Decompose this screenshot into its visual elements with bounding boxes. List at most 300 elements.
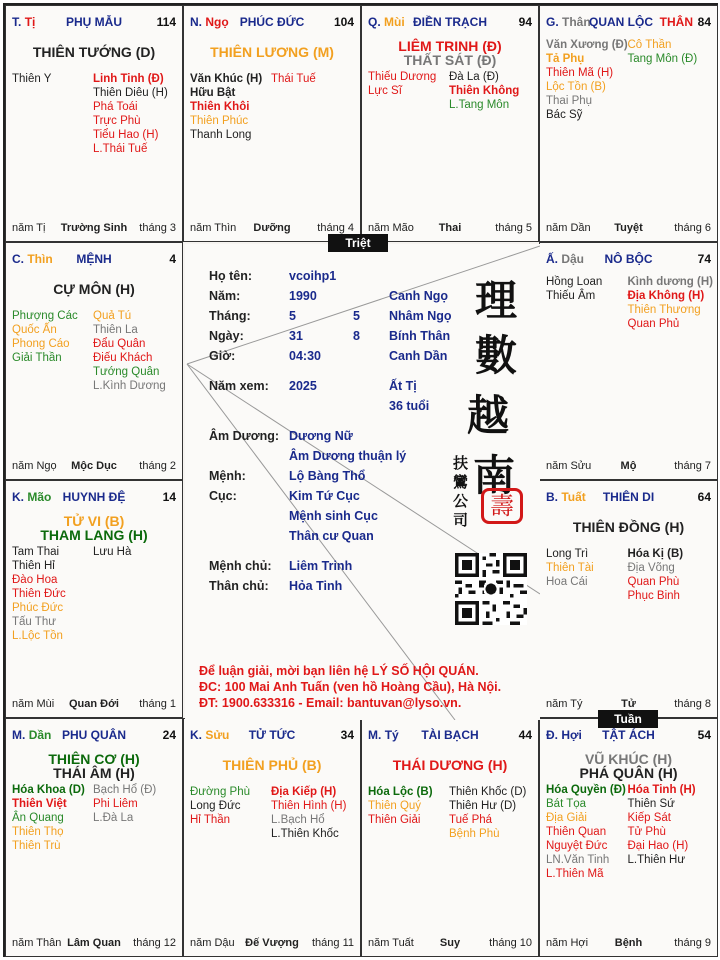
minor-star: Tấu Thư bbox=[12, 616, 56, 628]
footer-year: năm Sửu bbox=[546, 460, 592, 472]
palace-stem: C. bbox=[12, 252, 24, 266]
minor-star: Hóa Khoa (D) bbox=[12, 784, 85, 796]
star-column-left bbox=[546, 38, 628, 122]
palace-name: QUAN LỘC bbox=[589, 15, 653, 29]
palace-name: HUYNH ĐỆ bbox=[62, 490, 126, 504]
minor-star: Tử Phù bbox=[627, 826, 666, 838]
palace-stem: T. bbox=[12, 15, 22, 29]
palace-name: PHÚC ĐỨC bbox=[239, 15, 305, 29]
palace-footer bbox=[12, 460, 176, 474]
palace-stem: Đ. bbox=[546, 728, 558, 742]
palace-branch-name: Thìn bbox=[27, 252, 53, 266]
minor-star: Phi Liêm bbox=[93, 798, 138, 810]
amduong-value: Dương Nữ bbox=[289, 429, 353, 443]
palace-header bbox=[546, 15, 711, 31]
minor-star: Tướng Quân bbox=[93, 366, 160, 378]
minor-star: Văn Khúc (H) bbox=[190, 73, 263, 85]
hour-canchi: Canh Dần bbox=[389, 349, 448, 363]
palace-cell-dau[interactable] bbox=[539, 242, 718, 480]
star-column-left bbox=[12, 545, 66, 643]
minor-star: Lưu Hà bbox=[93, 546, 132, 558]
star-column-right bbox=[628, 783, 696, 867]
contact-phone-email[interactable]: ĐT: 1900.633316 - Email: bantuvan@lyso.vn. bbox=[199, 696, 462, 710]
minor-star: Thiên Hỉ bbox=[12, 560, 55, 572]
minor-star: Bệnh Phù bbox=[449, 828, 500, 840]
menh-label: Mệnh: bbox=[209, 469, 246, 483]
day-value: 31 bbox=[289, 329, 303, 343]
footer-stage: Mộ bbox=[620, 460, 637, 472]
palace-cell-mao[interactable] bbox=[5, 480, 183, 718]
minor-star: Đẩu Quân bbox=[93, 338, 146, 350]
palace-branch-name: Hợi bbox=[561, 728, 582, 742]
minor-star: Đà La (Đ) bbox=[449, 71, 499, 83]
minor-star: Thiên Đức bbox=[12, 588, 66, 600]
star-column-left bbox=[190, 72, 262, 142]
palace-cell-ty2[interactable] bbox=[361, 718, 539, 957]
logo-side-char: 公 bbox=[453, 492, 469, 510]
footer-stage: Trường Sinh bbox=[60, 222, 128, 234]
contact-line-1: Để luận giải, mời bạn liên hệ LÝ SỐ HỘI QUÁN. bbox=[199, 664, 479, 678]
palace-branch-name: Sửu bbox=[205, 728, 230, 742]
main-star: TỬ VI (B) bbox=[63, 513, 125, 529]
triet-marker: Triệt bbox=[328, 234, 388, 252]
minor-star: Thiên Quý bbox=[368, 800, 422, 812]
month-lunar: 5 bbox=[353, 309, 360, 323]
month-label: Tháng: bbox=[209, 309, 251, 323]
cuc-note-1: Mệnh sinh Cục bbox=[289, 509, 378, 523]
minor-star: L.Đà La bbox=[93, 812, 134, 824]
minor-star: Linh Tinh (Đ) bbox=[93, 73, 164, 85]
palace-branch-name: Dậu bbox=[561, 252, 585, 266]
center-info-panel bbox=[185, 244, 540, 720]
palace-footer bbox=[546, 222, 711, 236]
palace-cell-suu[interactable] bbox=[183, 718, 361, 957]
main-star: THÁI DƯƠNG (H) bbox=[392, 757, 508, 773]
minor-star: Kình dương (H) bbox=[627, 276, 713, 288]
palace-header bbox=[368, 728, 532, 744]
view-year-value: 2025 bbox=[289, 379, 317, 393]
palace-number: 34 bbox=[340, 728, 354, 742]
star-column-left bbox=[368, 70, 436, 98]
minor-star: Thiên Thọ bbox=[12, 826, 64, 838]
minor-star: L.Kình Dương bbox=[93, 380, 166, 392]
minor-star: Nguyệt Đức bbox=[546, 840, 608, 852]
main-star: THIÊN CƠ (H) bbox=[48, 751, 140, 767]
minor-star: Tuế Phá bbox=[449, 814, 493, 826]
menh-value: Lộ Bàng Thổ bbox=[289, 469, 366, 483]
footer-stage: Dưỡng bbox=[253, 222, 291, 234]
footer-stage: Lâm Quan bbox=[67, 937, 121, 949]
minor-star: Hữu Bật bbox=[190, 87, 236, 99]
minor-star: Ân Quang bbox=[12, 812, 64, 824]
footer-stage: Đế Vượng bbox=[245, 937, 299, 949]
minor-star: Phúc Đức bbox=[12, 602, 64, 614]
star-column-right bbox=[93, 545, 131, 559]
palace-name: THIÊN DI bbox=[602, 490, 655, 504]
year-value: 1990 bbox=[289, 289, 317, 303]
minor-star: Hoa Cái bbox=[546, 576, 588, 588]
minor-star: Thiên Hư (D) bbox=[449, 800, 517, 812]
palace-cell-mui[interactable] bbox=[361, 5, 539, 242]
main-star: PHÁ QUÂN (H) bbox=[579, 765, 678, 781]
footer-month: tháng 2 bbox=[139, 460, 176, 472]
star-column-left bbox=[368, 785, 433, 827]
than-marker: THÂN bbox=[659, 15, 693, 29]
minor-star: Phượng Các bbox=[12, 310, 78, 322]
minor-star: Trực Phù bbox=[93, 115, 141, 127]
tuan-marker: Tuần bbox=[598, 710, 658, 728]
palace-header bbox=[12, 490, 176, 506]
footer-month: tháng 10 bbox=[489, 937, 532, 949]
footer-month: tháng 8 bbox=[674, 698, 711, 710]
palace-branch-name: Mão bbox=[27, 490, 52, 504]
palace-cell-thin[interactable] bbox=[5, 242, 183, 480]
minor-star: Thiên Tài bbox=[546, 562, 594, 574]
main-star: THIÊN TƯỚNG (D) bbox=[32, 44, 156, 60]
minor-star: L.Thiên Mã bbox=[546, 868, 604, 880]
minor-star: Đại Hao (H) bbox=[627, 840, 689, 852]
palace-header bbox=[12, 252, 176, 268]
palace-number: 104 bbox=[333, 15, 354, 29]
logo-side-char: 扶 bbox=[453, 454, 469, 472]
palace-stem: N. bbox=[190, 15, 202, 29]
horoscope-board bbox=[3, 3, 718, 957]
main-star: THIÊN ĐỒNG (H) bbox=[572, 519, 685, 535]
palace-stem: G. bbox=[546, 15, 559, 29]
footer-year: năm Ngọ bbox=[12, 460, 57, 472]
minor-star: Thai Phụ bbox=[546, 95, 593, 107]
footer-month: tháng 12 bbox=[133, 937, 176, 949]
palace-footer bbox=[546, 937, 711, 951]
palace-name: NÔ BỘC bbox=[604, 252, 653, 266]
minor-star: Địa Võng bbox=[627, 562, 675, 574]
minor-star: Bạch Hổ (Đ) bbox=[93, 784, 157, 796]
minor-star: Phong Cáo bbox=[12, 338, 70, 350]
day-label: Ngày: bbox=[209, 329, 244, 343]
footer-year: năm Mùi bbox=[12, 698, 55, 710]
palace-footer bbox=[12, 698, 176, 712]
palace-number: 94 bbox=[518, 15, 532, 29]
logo-side-text bbox=[453, 454, 473, 530]
minor-star: Thiên Thương bbox=[627, 304, 701, 316]
palace-header bbox=[546, 490, 711, 506]
minor-star: Địa Kiếp (H) bbox=[271, 786, 337, 798]
palace-name: ĐIỀN TRẠCH bbox=[413, 15, 487, 29]
palace-name: MỆNH bbox=[76, 252, 112, 266]
palace-footer bbox=[368, 937, 532, 951]
minor-star: Cô Thần bbox=[627, 39, 672, 51]
minor-star: Phục Binh bbox=[627, 590, 680, 602]
footer-stage: Bệnh bbox=[614, 937, 643, 949]
palace-number: 74 bbox=[697, 252, 711, 266]
minor-star: Thiên Trù bbox=[12, 840, 61, 852]
palace-footer bbox=[546, 460, 711, 474]
palace-header bbox=[12, 15, 176, 31]
day-canchi: Bính Thân bbox=[389, 329, 451, 343]
cuc-label: Cục: bbox=[209, 489, 237, 503]
palace-number: 64 bbox=[697, 490, 711, 504]
minor-star: Thiên Việt bbox=[12, 798, 67, 810]
palace-header bbox=[12, 728, 176, 744]
footer-stage: Quan Đới bbox=[69, 698, 119, 710]
minor-star: L.Thiên Hư bbox=[627, 854, 686, 866]
palace-number: 44 bbox=[518, 728, 532, 742]
than-chu-label: Thân chủ: bbox=[209, 579, 269, 593]
footer-month: tháng 11 bbox=[311, 937, 354, 949]
minor-star: Hóa Tinh (H) bbox=[627, 784, 696, 796]
hour-label: Giờ: bbox=[209, 349, 236, 363]
minor-star: Tiểu Hao (H) bbox=[93, 129, 159, 141]
palace-name: TÀI BẠCH bbox=[421, 728, 479, 742]
minor-star: Quả Tú bbox=[93, 310, 132, 322]
minor-star: Tả Phụ bbox=[546, 53, 585, 65]
footer-year: năm Mão bbox=[368, 222, 414, 234]
minor-star: Phá Toái bbox=[93, 101, 138, 113]
main-star: THIÊN PHỦ (B) bbox=[222, 757, 322, 773]
logo-char-4: 南 bbox=[473, 451, 516, 500]
palace-number: 4 bbox=[169, 252, 176, 266]
view-year-canchi: Ất Tị bbox=[389, 379, 417, 393]
palace-branch-name: Tị bbox=[24, 15, 36, 29]
minor-star: Thiên Diêu (H) bbox=[93, 87, 168, 99]
minor-star: Đào Hoa bbox=[12, 574, 58, 586]
footer-year: năm Tý bbox=[546, 698, 583, 710]
star-column-right bbox=[271, 72, 316, 86]
footer-month: tháng 5 bbox=[495, 222, 532, 234]
minor-star: Thiên Khôi bbox=[190, 101, 250, 113]
palace-footer bbox=[12, 937, 176, 951]
name-value: vcoihp1 bbox=[289, 269, 337, 283]
minor-star: Thái Tuế bbox=[271, 73, 316, 85]
palace-branch bbox=[546, 15, 591, 29]
main-star: THAM LANG (H) bbox=[40, 527, 148, 543]
qr-code-icon[interactable] bbox=[455, 553, 527, 625]
minor-star: Bác Sỹ bbox=[546, 109, 583, 121]
star-column-left bbox=[12, 72, 51, 86]
minor-star: L.Bạch Hổ bbox=[271, 814, 325, 826]
footer-stage: Suy bbox=[439, 937, 461, 949]
star-column-right bbox=[271, 785, 346, 841]
hour-value: 04:30 bbox=[289, 349, 321, 363]
footer-year: năm Thân bbox=[12, 937, 62, 949]
footer-year: năm Hợi bbox=[546, 937, 589, 949]
minor-star: Tam Thai bbox=[12, 546, 60, 558]
menh-chu-value: Liêm Trinh bbox=[289, 559, 353, 573]
main-star: THÁI ÂM (H) bbox=[53, 765, 135, 781]
palace-cell-hoi[interactable] bbox=[539, 718, 718, 957]
minor-star: Hóa Quyền (Đ) bbox=[546, 784, 626, 796]
minor-star: Thiên La bbox=[93, 324, 138, 336]
footer-stage: Thai bbox=[438, 222, 462, 234]
minor-star: Thiên Quan bbox=[546, 826, 607, 838]
footer-year: năm Dậu bbox=[190, 937, 235, 949]
star-column-left bbox=[12, 783, 85, 853]
palace-stem: M. bbox=[12, 728, 26, 742]
minor-star: L.Tang Môn bbox=[449, 99, 510, 111]
palace-branch-name: Dần bbox=[28, 728, 52, 742]
star-column-left bbox=[546, 547, 594, 589]
minor-star: Thiên Không bbox=[449, 85, 520, 97]
star-column-left bbox=[12, 309, 78, 365]
minor-star: L.Lộc Tồn bbox=[12, 630, 63, 642]
footer-stage: Tuyệt bbox=[614, 222, 643, 234]
palace-header bbox=[546, 252, 711, 268]
star-column-left bbox=[546, 275, 602, 303]
star-column-right bbox=[93, 72, 168, 156]
cuc-note-2: Thân cư Quan bbox=[289, 529, 374, 543]
footer-month: tháng 4 bbox=[317, 222, 354, 234]
minor-star: Điếu Khách bbox=[93, 352, 153, 364]
footer-year: năm Thìn bbox=[190, 222, 237, 234]
palace-footer bbox=[368, 222, 532, 236]
logo-side-char: 司 bbox=[453, 511, 469, 529]
minor-star: LN.Văn Tinh bbox=[546, 854, 610, 866]
main-star: VŨ KHÚC (H) bbox=[584, 751, 673, 767]
contact-address: ĐC: 100 Mai Anh Tuấn (ven hồ Hoàng Cầu), Hà Nội. bbox=[199, 680, 502, 694]
palace-cell-dan[interactable] bbox=[5, 718, 183, 957]
palace-header bbox=[546, 728, 711, 744]
main-star: CỰ MÔN (H) bbox=[53, 281, 135, 297]
footer-stage: Tử bbox=[621, 698, 636, 710]
cuc-value: Kim Tứ Cục bbox=[289, 489, 360, 503]
palace-stem: K. bbox=[190, 728, 202, 742]
day-lunar: 8 bbox=[353, 329, 360, 343]
view-year-label: Năm xem: bbox=[209, 379, 269, 393]
minor-star: Lực Sĩ bbox=[368, 85, 402, 97]
footer-month: tháng 6 bbox=[674, 222, 711, 234]
star-column-right bbox=[628, 275, 713, 331]
palace-cell-tuat[interactable] bbox=[539, 480, 718, 718]
minor-star: Thiên Giải bbox=[368, 814, 421, 826]
minor-star: Long Đức bbox=[190, 800, 241, 812]
minor-star: Thanh Long bbox=[190, 129, 252, 141]
age-value: 36 tuổi bbox=[389, 399, 430, 413]
minor-star: Thiên Mã (H) bbox=[546, 67, 614, 79]
footer-month: tháng 9 bbox=[674, 937, 711, 949]
minor-star: Thiên Phúc bbox=[190, 115, 249, 127]
than-chu-value: Hỏa Tinh bbox=[289, 579, 343, 593]
minor-star: Thiên Khốc (D) bbox=[449, 786, 527, 798]
palace-header bbox=[190, 15, 354, 31]
star-column-left bbox=[546, 783, 626, 881]
star-column-right bbox=[449, 70, 519, 112]
palace-number: 84 bbox=[697, 15, 711, 29]
footer-year: năm Dần bbox=[546, 222, 591, 234]
amduong-note: Âm Dương thuận lý bbox=[289, 449, 407, 463]
palace-cell-ngo[interactable] bbox=[183, 5, 361, 242]
palace-footer bbox=[12, 222, 176, 236]
palace-stem: Ấ. bbox=[546, 252, 558, 266]
minor-star: Quan Phủ bbox=[627, 318, 680, 330]
minor-star: Bát Tọa bbox=[546, 798, 587, 810]
minor-star: Hỉ Thần bbox=[190, 814, 231, 826]
amduong-label: Âm Dương: bbox=[209, 429, 280, 443]
palace-branch-name: Thân bbox=[562, 15, 591, 29]
minor-star: Kiếp Sát bbox=[627, 812, 671, 824]
minor-star: Hóa Lộc (B) bbox=[368, 786, 433, 798]
year-label: Năm: bbox=[209, 289, 241, 303]
minor-star: Giải Thần bbox=[12, 352, 62, 364]
palace-branch-name: Ngọ bbox=[205, 15, 229, 29]
menh-chu-label: Mệnh chủ: bbox=[209, 559, 272, 573]
name-label: Họ tên: bbox=[209, 269, 253, 283]
minor-star: Thiếu Âm bbox=[546, 290, 596, 302]
star-column-right bbox=[93, 783, 156, 825]
palace-header bbox=[190, 728, 354, 744]
month-value: 5 bbox=[289, 309, 296, 323]
palace-name: PHỤ MẪU bbox=[66, 15, 122, 29]
minor-star: L.Thiên Khốc bbox=[271, 828, 339, 840]
palace-header bbox=[368, 15, 532, 31]
minor-star: Thiên Sứ bbox=[627, 798, 675, 810]
palace-branch-name: Tý bbox=[384, 728, 399, 742]
palace-number: 114 bbox=[156, 15, 176, 29]
seal-stamp: 壽 bbox=[481, 488, 523, 524]
footer-stage: Mộc Dục bbox=[71, 460, 117, 472]
year-canchi: Canh Ngọ bbox=[389, 289, 449, 303]
star-column-right bbox=[93, 309, 166, 393]
logo-char-2: 數 bbox=[475, 331, 518, 380]
main-star: THIÊN LƯƠNG (M) bbox=[210, 44, 334, 60]
palace-stem: Q. bbox=[368, 15, 381, 29]
minor-star: Địa Không (H) bbox=[627, 290, 705, 302]
palace-name: TỬ TỨC bbox=[248, 728, 296, 742]
palace-stem: M. bbox=[368, 728, 382, 742]
footer-year: năm Tị bbox=[12, 222, 46, 234]
minor-star: Hóa Kị (B) bbox=[627, 548, 684, 560]
palace-name: PHU QUÂN bbox=[61, 728, 126, 742]
minor-star: Tang Môn (Đ) bbox=[627, 53, 698, 65]
footer-month: tháng 1 bbox=[139, 698, 176, 710]
minor-star: Quốc Ấn bbox=[12, 324, 57, 336]
logo-side-char: 鸞 bbox=[453, 473, 469, 491]
minor-star: Thiếu Dương bbox=[368, 71, 437, 83]
minor-star: Quan Phù bbox=[627, 576, 680, 588]
main-star: LIÊM TRINH (Đ) bbox=[398, 38, 502, 54]
logo-char-3: 越 bbox=[467, 391, 510, 440]
footer-month: tháng 7 bbox=[674, 460, 711, 472]
star-column-right bbox=[628, 547, 684, 603]
palace-number: 14 bbox=[162, 490, 176, 504]
footer-year: năm Tuất bbox=[368, 937, 414, 949]
palace-name: TẬT ÁCH bbox=[602, 728, 655, 742]
minor-star: Long Trì bbox=[546, 548, 589, 560]
palace-number: 24 bbox=[162, 728, 176, 742]
minor-star: Hồng Loan bbox=[546, 276, 603, 288]
minor-star: Địa Giải bbox=[546, 812, 587, 824]
minor-star: Lộc Tồn (B) bbox=[546, 81, 606, 93]
logo-char-1: 理 bbox=[475, 276, 518, 325]
star-column-right bbox=[449, 785, 526, 841]
palace-footer bbox=[190, 937, 354, 951]
minor-star: Văn Xương (Đ) bbox=[546, 39, 628, 51]
star-column-left bbox=[190, 785, 250, 827]
minor-star: Đường Phù bbox=[190, 786, 250, 798]
palace-branch-name: Mùi bbox=[384, 15, 405, 29]
minor-star: Thiên Hình (H) bbox=[271, 800, 347, 812]
palace-cell-than[interactable] bbox=[539, 5, 718, 242]
palace-stem: K. bbox=[12, 490, 24, 504]
month-canchi: Nhâm Ngọ bbox=[389, 309, 452, 323]
palace-stem: B. bbox=[546, 490, 558, 504]
minor-star: L.Thái Tuế bbox=[93, 143, 148, 155]
minor-star: Thiên Y bbox=[12, 73, 52, 85]
palace-branch-name: Tuất bbox=[561, 490, 586, 504]
main-star: THẤT SÁT (Đ) bbox=[403, 52, 497, 68]
footer-month: tháng 3 bbox=[139, 222, 176, 234]
star-column-right bbox=[628, 38, 698, 66]
palace-cell-ty[interactable] bbox=[5, 5, 183, 242]
